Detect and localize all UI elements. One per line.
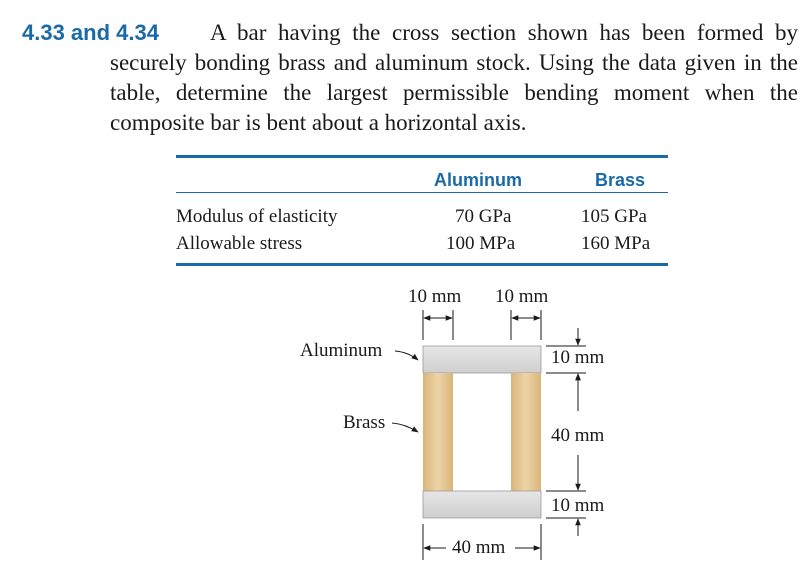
dim-top-flange-height: 10 mm (551, 347, 605, 368)
problem-text: A bar having the cross section shown has been formed by securely bonding brass and aluminum stock. Using the data given in the table, determine the largest permissible bending moment when the composite bar is bent about a horizontal axis. (110, 20, 798, 135)
dim-total-width: 40 mm (452, 537, 506, 558)
row-label: Modulus of elasticity (176, 206, 338, 227)
aluminum-value: 100 MPa (446, 233, 516, 254)
aluminum-bottom-flange (423, 491, 541, 518)
dim-right-web-width: 10 mm (495, 286, 549, 307)
brass-value: 160 MPa (581, 233, 651, 254)
dim-bottom-flange-height: 10 mm (551, 495, 605, 516)
label-brass: Brass (343, 412, 386, 433)
brass-value: 105 GPa (581, 206, 647, 227)
dim-web-height: 40 mm (551, 425, 605, 446)
row-label: Allowable stress (176, 233, 303, 254)
dim-left-web-width: 10 mm (408, 286, 462, 307)
header-aluminum: Aluminum (434, 170, 522, 190)
problem-number: 4.33 and 4.34 (22, 20, 159, 45)
header-brass: Brass (595, 170, 646, 190)
brass-left-web (423, 373, 453, 491)
aluminum-top-flange (423, 346, 541, 373)
brass-right-web (511, 373, 541, 491)
label-aluminum: Aluminum (300, 340, 383, 361)
aluminum-value: 70 GPa (455, 206, 512, 227)
